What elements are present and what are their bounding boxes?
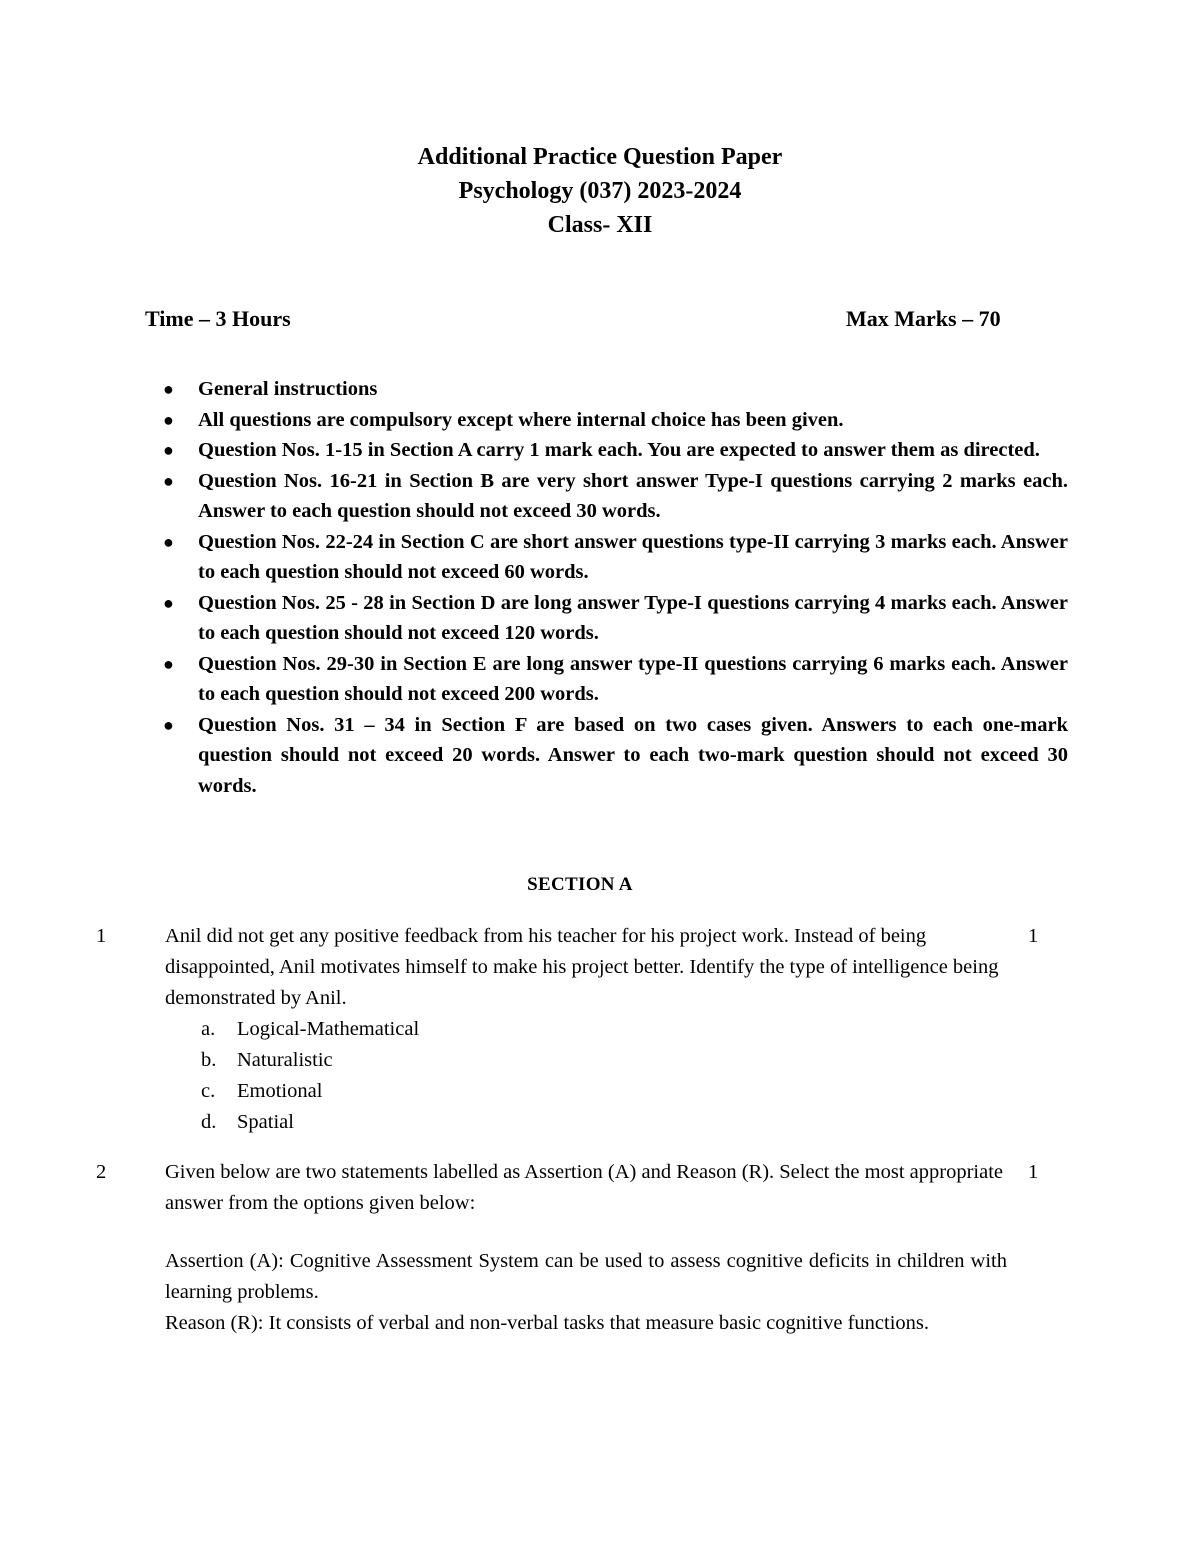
option-c [201,1076,1007,1107]
option-text: Emotional [237,1080,323,1102]
reason-statement: Reason (R): It consists of verbal and non-verbal tasks that measure basic cognitive functions. [165,1312,929,1334]
bullet-icon: ● [163,592,174,613]
answer-options [165,1014,1007,1138]
question-body [165,921,1007,1138]
question-marks: 1 [1028,1161,1039,1183]
paper-class: Class- XII [547,212,653,238]
time-allowed: Time – 3 Hours [145,306,291,331]
option-a [201,1014,1007,1045]
option-b [201,1045,1007,1076]
bullet-icon: ● [163,440,174,460]
question-text: Anil did not get any positive feedback from his teacher for his project work. Instead of being disappointed, Anil motivates himself to make his project better. Identify the type of intelligence being demonstrated by Anil. [165,925,999,1009]
bullet-icon: ● [163,653,174,674]
instruction-text: Question Nos. 25 - 28 in Section D are long answer Type-I questions carrying 4 marks each. Answer to each question should not exceed 120 words. [198,591,1068,644]
instruction-item [163,588,1068,649]
bullet-icon: ● [163,531,174,552]
instruction-text: General instructions [198,378,378,400]
instruction-item [163,466,1068,527]
instruction-text: Question Nos. 16-21 in Section B are very short answer Type-I questions carrying 2 marks each. Answer to each question should not exceed 30 words. [198,469,1068,522]
paper-header [0,140,1200,242]
option-d [201,1107,1007,1138]
question-text: Given below are two statements labelled as Assertion (A) and Reason (R). Select the most appropriate answer from the options given below: [165,1161,1003,1214]
instruction-item [163,649,1068,710]
question-number: 1 [96,925,107,947]
assertion-statement: Assertion (A): Cognitive Assessment System can be used to assess cognitive deficits in children with learning problems. [165,1250,1007,1303]
instruction-text: Question Nos. 31 – 34 in Section F are based on two cases given. Answers to each one-mark question should not exceed 20 words. Answer to each two-mark question should not exceed 30 words. [198,713,1068,797]
instruction-text: Question Nos. 29-30 in Section E are long answer type-II questions carrying 6 marks each. Answer to each question should not exceed 200 words. [198,652,1068,705]
instruction-text: All questions are compulsory except where internal choice has been given. [198,408,844,431]
instruction-item [163,405,1068,436]
section-a-heading: SECTION A [527,874,633,895]
paper-subject: Psychology (037) 2023-2024 [458,178,742,204]
bullet-icon: ● [163,470,174,491]
bullet-icon: ● [163,714,174,735]
instruction-item [163,435,1068,466]
option-letter: d. [201,1111,217,1133]
option-text: Logical-Mathematical [237,1018,420,1040]
option-letter: c. [201,1080,216,1102]
paper-title: Additional Practice Question Paper [417,144,783,170]
question-number: 2 [96,1161,107,1183]
general-instructions-list [163,374,1068,801]
option-letter: a. [201,1018,216,1040]
option-letter: b. [201,1049,217,1071]
instruction-item [163,527,1068,588]
max-marks: Max Marks – 70 [846,306,1001,331]
bullet-icon: ● [163,409,174,430]
question-body [165,1157,1007,1339]
option-text: Spatial [237,1111,294,1133]
bullet-icon: ● [163,379,174,399]
instruction-text: Question Nos. 1-15 in Section A carry 1 mark each. You are expected to answer them as directed. [198,439,1040,461]
instruction-item [163,374,1068,405]
instruction-text: Question Nos. 22-24 in Section C are short answer questions type-II carrying 3 marks each. Answer to each question should not exceed 60 words. [198,530,1068,583]
option-text: Naturalistic [237,1049,333,1071]
question-marks: 1 [1028,925,1039,947]
instruction-item [163,710,1068,802]
